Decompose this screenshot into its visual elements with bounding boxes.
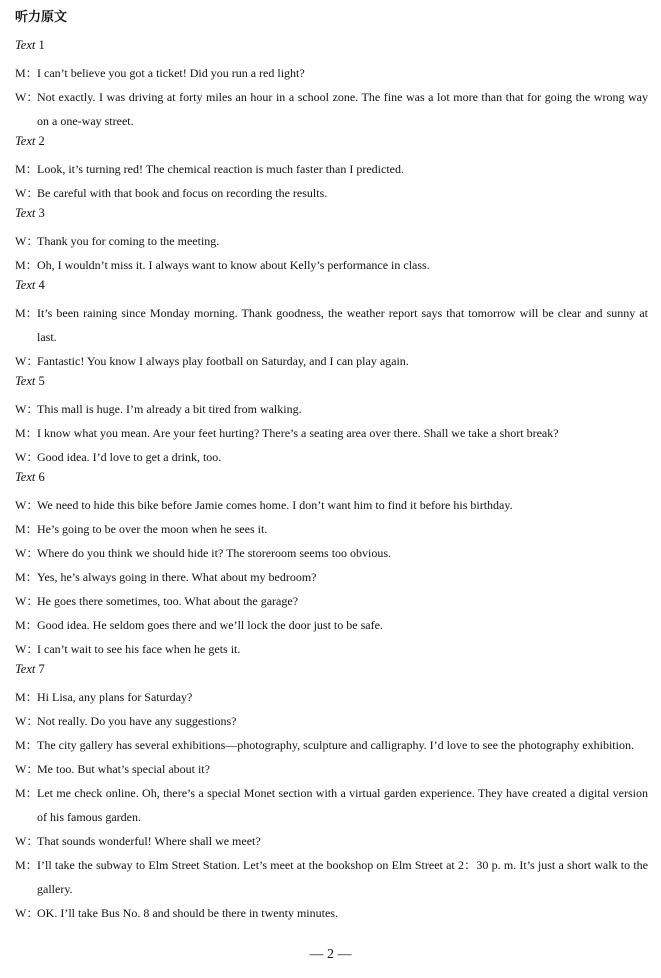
section-number: 6: [38, 470, 45, 484]
dialogue-turn: [15, 709, 648, 733]
speaker-label: M：: [15, 858, 38, 872]
section-number: 3: [38, 206, 45, 220]
dialogue-turn: [15, 781, 648, 829]
speaker-label: M：: [15, 66, 38, 80]
dialogue-text: We need to hide this bike before Jamie comes home. I don’t want him to find it before his birthday.: [37, 498, 513, 512]
dialogue-turn: [15, 637, 648, 661]
page-heading: 听力原文: [15, 10, 68, 25]
section-number: 2: [38, 134, 45, 148]
dialogue-turn: [15, 853, 648, 901]
section-label: [15, 661, 648, 685]
section-label: [15, 277, 648, 301]
dialogue-text: This mall is huge. I’m already a bit tired from walking.: [37, 402, 302, 416]
dialogue-text: Good idea. He seldom goes there and we’ll lock the door just to be safe.: [37, 618, 383, 632]
dialogue-turn: [15, 613, 648, 637]
section-label-text: Text: [15, 278, 36, 292]
speaker-label: W：: [15, 714, 39, 728]
dialogue-text: Look, it’s turning red! The chemical reaction is much faster than I predicted.: [37, 162, 404, 176]
section-label-text: Text: [15, 206, 36, 220]
dialogue-text: Me too. But what’s special about it?: [37, 762, 210, 776]
speaker-label: M：: [15, 738, 38, 752]
section-number: 7: [38, 662, 45, 676]
dialogue-text: Oh, I wouldn’t miss it. I always want to know about Kelly’s performance in class.: [37, 258, 430, 272]
speaker-label: W：: [15, 354, 39, 368]
dialogue-turn: [15, 685, 648, 709]
speaker-label: W：: [15, 642, 39, 656]
dialogue-text: He goes there sometimes, too. What about the garage?: [37, 594, 299, 608]
dialogue-text: He’s going to be over the moon when he sees it.: [37, 522, 268, 536]
dialogue-text: Be careful with that book and focus on recording the results.: [37, 186, 328, 200]
speaker-label: M：: [15, 162, 38, 176]
speaker-label: M：: [15, 426, 38, 440]
speaker-label: W：: [15, 762, 39, 776]
speaker-label: M：: [15, 306, 38, 320]
section-label: [15, 469, 648, 493]
dialogue-text: I can’t wait to see his face when he gets it.: [37, 642, 241, 656]
dialogue-text: Not really. Do you have any suggestions?: [37, 714, 237, 728]
dialogue-turn: [15, 757, 648, 781]
speaker-label: M：: [15, 570, 38, 584]
dialogue-text: Fantastic! You know I always play football on Saturday, and I can play again.: [37, 354, 409, 368]
section-label-text: Text: [15, 470, 36, 484]
dialogue-turn: [15, 541, 648, 565]
speaker-label: W：: [15, 234, 39, 248]
speaker-label: W：: [15, 450, 39, 464]
speaker-label: M：: [15, 258, 38, 272]
dialogue-turn: [15, 85, 648, 133]
speaker-label: W：: [15, 402, 39, 416]
dialogue-turn: [15, 445, 648, 469]
speaker-label: W：: [15, 498, 39, 512]
dialogue-turn: [15, 229, 648, 253]
transcript-body: [15, 37, 648, 925]
dialogue-text: Let me check online. Oh, there’s a special Monet section with a virtual garden experience. They have created a digital version of his famous garden.: [37, 786, 648, 824]
dialogue-text: That sounds wonderful! Where shall we meet?: [37, 834, 261, 848]
section-label-text: Text: [15, 374, 36, 388]
section-label-text: Text: [15, 134, 36, 148]
speaker-label: M：: [15, 786, 38, 800]
dialogue-text: I can’t believe you got a ticket! Did you run a red light?: [37, 66, 305, 80]
dialogue-turn: [15, 421, 648, 445]
dialogue-text: Not exactly. I was driving at forty miles an hour in a school zone. The fine was a lot more than that for going the wrong way on a one-way street.: [37, 90, 648, 128]
section-label: [15, 133, 648, 157]
dialogue-turn: [15, 733, 648, 757]
page-number: — 2 —: [309, 947, 352, 962]
section-label: [15, 37, 648, 61]
section-label: [15, 205, 648, 229]
dialogue-turn: [15, 301, 648, 349]
dialogue-turn: [15, 397, 648, 421]
speaker-label: M：: [15, 618, 38, 632]
section-label-text: Text: [15, 662, 36, 676]
speaker-label: W：: [15, 186, 39, 200]
section-label: [15, 373, 648, 397]
speaker-label: M：: [15, 690, 38, 704]
dialogue-turn: [15, 493, 648, 517]
dialogue-text: I’ll take the subway to Elm Street Station. Let’s meet at the bookshop on Elm Street at 2：30 p. m. It’s just a short walk to the gallery.: [37, 858, 648, 896]
dialogue-text: OK. I’ll take Bus No. 8 and should be there in twenty minutes.: [37, 906, 338, 920]
section-number: 1: [38, 38, 45, 52]
dialogue-turn: [15, 901, 648, 925]
speaker-label: W：: [15, 834, 39, 848]
dialogue-text: Where do you think we should hide it? The storeroom seems too obvious.: [37, 546, 392, 560]
dialogue-text: Yes, he’s always going in there. What about my bedroom?: [37, 570, 317, 584]
speaker-label: W：: [15, 594, 39, 608]
speaker-label: M：: [15, 522, 38, 536]
section-label-text: Text: [15, 38, 36, 52]
dialogue-text: Hi Lisa, any plans for Saturday?: [37, 690, 193, 704]
dialogue-text: I know what you mean. Are your feet hurting? There’s a seating area over there. Shall we take a short break?: [37, 426, 559, 440]
speaker-label: W：: [15, 906, 39, 920]
dialogue-turn: [15, 517, 648, 541]
section-number: 4: [38, 278, 45, 292]
dialogue-text: It’s been raining since Monday morning. Thank goodness, the weather report says that tomorrow will be clear and sunny at last.: [37, 306, 648, 344]
speaker-label: W：: [15, 90, 39, 104]
dialogue-turn: [15, 61, 648, 85]
dialogue-turn: [15, 349, 648, 373]
dialogue-turn: [15, 829, 648, 853]
dialogue-text: Good idea. I’d love to get a drink, too.: [37, 450, 222, 464]
dialogue-turn: [15, 253, 648, 277]
dialogue-turn: [15, 589, 648, 613]
dialogue-text: The city gallery has several exhibitions—photography, sculpture and calligraphy. I’d love to see the photography exhibition.: [37, 738, 634, 752]
dialogue-text: Thank you for coming to the meeting.: [37, 234, 220, 248]
dialogue-turn: [15, 157, 648, 181]
speaker-label: W：: [15, 546, 39, 560]
section-number: 5: [38, 374, 45, 388]
dialogue-turn: [15, 181, 648, 205]
dialogue-turn: [15, 565, 648, 589]
